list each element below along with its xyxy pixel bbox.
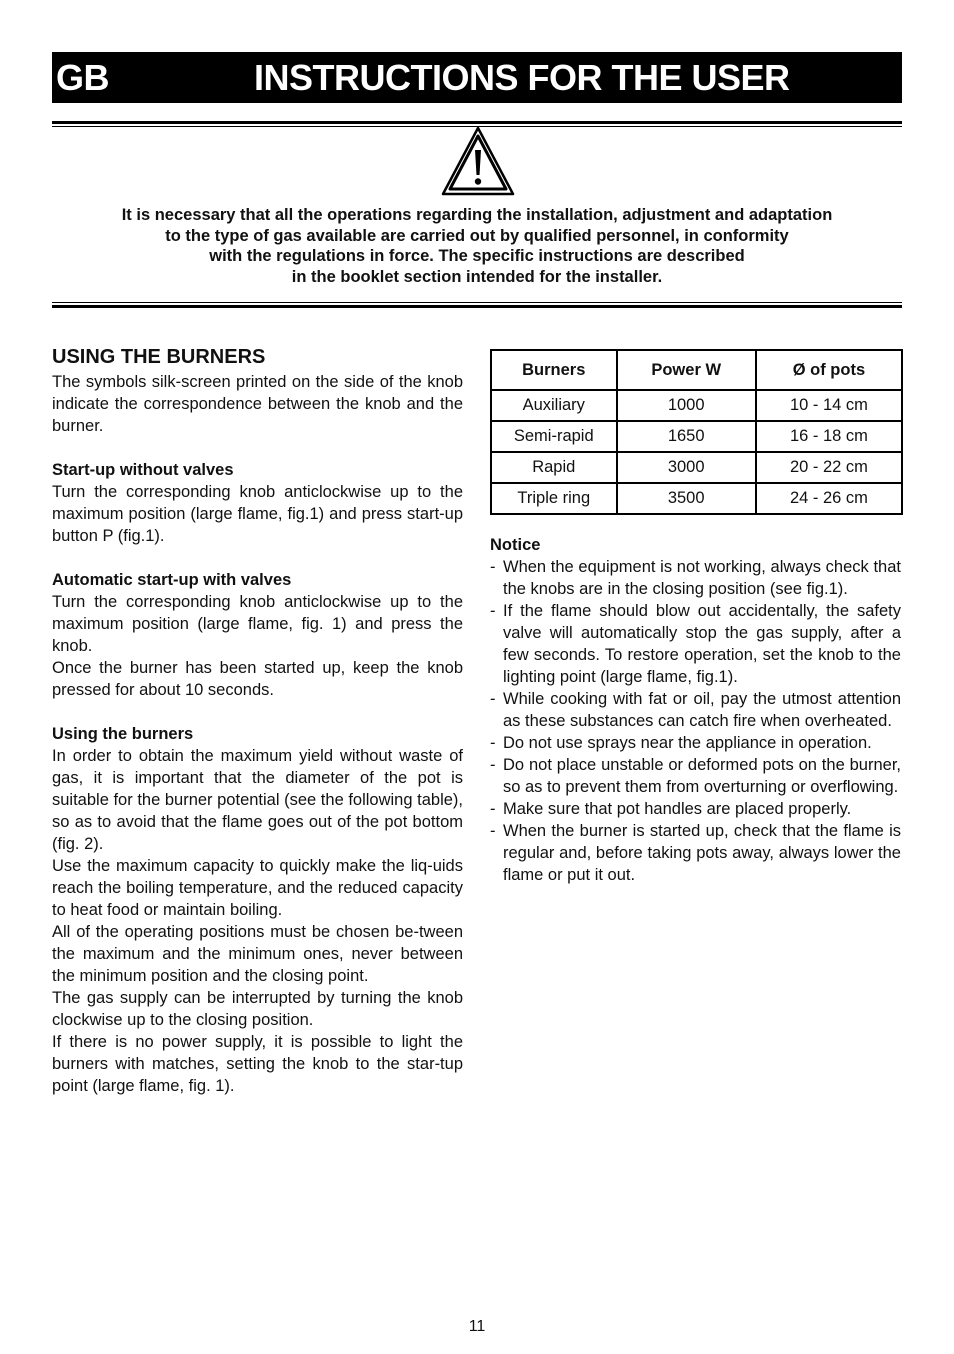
table-cell: 10 - 14 cm: [756, 390, 902, 421]
warning-triangle-icon: [440, 125, 516, 197]
startup-paragraph: Turn the corresponding knob anticlockwise up to the maximum position (large flame, fig.1) and press start-up button P (fig.1).: [52, 483, 463, 545]
using-paragraph: If there is no power supply, it is possible to light the burners with matches, setting the knob to the star-tup point (large flame, fig. 1).: [52, 1033, 463, 1095]
notice-item: - When the burner is started up, check that the flame is regular and, before taking pots away, always lower the flame or put it out.: [490, 820, 901, 886]
notice-item: - If the flame should blow out accidentally, the safety valve will automatically stop the gas supply, after a few seconds. To restore operation, set the knob to the lighting point (large flame, fig.1).: [490, 600, 901, 688]
table-row: [491, 421, 902, 452]
table-cell: Auxiliary: [491, 390, 617, 421]
notice-item: - When the equipment is not working, always check that the knobs are in the closing position (see fig.1).: [490, 556, 901, 600]
language-code: GB: [56, 57, 109, 98]
auto-startup-heading: Automatic start-up with valves: [52, 571, 292, 589]
bottom-divider: [52, 305, 902, 308]
notice-item: - Do not use sprays near the appliance in operation.: [490, 732, 901, 754]
table-cell: Semi-rapid: [491, 421, 617, 452]
table-cell: 1650: [617, 421, 756, 452]
top-divider: [52, 121, 902, 124]
table-cell: Triple ring: [491, 483, 617, 514]
notice-item: - While cooking with fat or oil, pay the utmost attention as these substances can catch fire when overheated.: [490, 688, 901, 732]
table-cell: 16 - 18 cm: [756, 421, 902, 452]
left-column: [52, 343, 463, 1097]
page-header: [52, 52, 902, 103]
warning-notice: [52, 205, 902, 287]
auto-startup-paragraph: Turn the corresponding knob anticlockwise up to the maximum position (large flame, fig. 1) and press the knob.: [52, 593, 463, 655]
bottom-divider-thin: [52, 302, 902, 303]
using-paragraph: The gas supply can be interrupted by turning the knob clockwise up to the closing position.: [52, 989, 463, 1029]
using-burners-heading: Using the burners: [52, 725, 194, 743]
table-header-cell: Ø of pots: [756, 350, 902, 390]
table-row: [491, 390, 902, 421]
notice-list: [490, 556, 901, 886]
table-cell: 3500: [617, 483, 756, 514]
warning-line: in the booklet section intended for the installer.: [291, 267, 663, 286]
startup-heading: Start-up without valves: [52, 461, 234, 479]
intro-paragraph: The symbols silk-screen printed on the side of the knob indicate the correspondence between the knob and the burner.: [52, 373, 463, 435]
burner-table: [490, 349, 903, 515]
notice-item: - Do not place unstable or deformed pots on the burner, so as to prevent them from overturning or overflowing.: [490, 754, 901, 798]
table-row: [491, 483, 902, 514]
section-heading: USING THE BURNERS: [52, 346, 266, 368]
notice-heading: Notice: [490, 536, 541, 554]
page-title: INSTRUCTIONS FOR THE USER: [254, 57, 790, 98]
table-cell: Rapid: [491, 452, 617, 483]
auto-startup-paragraph: Once the burner has been started up, keep the knob pressed for about 10 seconds.: [52, 659, 463, 699]
table-header-row: [491, 350, 902, 390]
page-number: 11: [468, 1318, 486, 1335]
using-paragraph: Use the maximum capacity to quickly make the liq-uids reach the boiling temperature, and the reduced capacity to heat food or maintain boiling.: [52, 857, 463, 919]
using-paragraph: All of the operating positions must be chosen be-tween the maximum and the minimum ones, never between the minimum position and the closing point.: [52, 923, 463, 985]
warning-line: It is necessary that all the operations regarding the installation, adjustment and adaptation: [121, 206, 833, 224]
table-cell: 20 - 22 cm: [756, 452, 902, 483]
table-header-cell: Power W: [617, 350, 756, 390]
notice-section: [490, 534, 901, 886]
notice-item: - Make sure that pot handles are placed properly.: [490, 798, 901, 820]
warning-line: to the type of gas available are carried out by qualified personnel, in conformity: [165, 226, 789, 245]
using-paragraph: In order to obtain the maximum yield without waste of gas, it is important that the diameter of the pot is suitable for the burner potential (see the following table), so as to avoid that the flame goes out of the pot bottom (fig. 2).: [52, 747, 463, 853]
table-header-cell: Burners: [491, 350, 617, 390]
table-cell: 24 - 26 cm: [756, 483, 902, 514]
table-cell: 3000: [617, 452, 756, 483]
table-cell: 1000: [617, 390, 756, 421]
table-row: [491, 452, 902, 483]
warning-line: with the regulations in force. The specific instructions are described: [209, 247, 745, 265]
